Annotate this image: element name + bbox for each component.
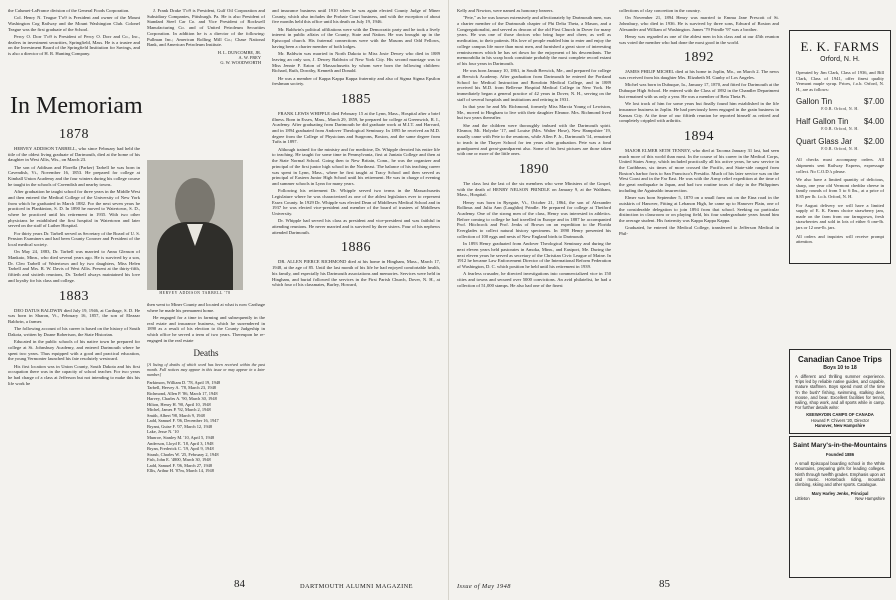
page-85 <box>448 0 896 600</box>
paragraph: In 1893 Henry graduated from Andover Theological Seminary and during the next eleven years held pastorates in Amoka, Minn., and Eastport, Me. During the next eleven years he served as secretary of the Christian Civic League of Maine. In 1912 he became Law Enforcement Director of the International Reform Federation of Washington, D. C. which position he held until his retirement in 1939. <box>457 241 611 269</box>
paragraph: His first location was in Union County, South Dakota and his first occupation there was in the capacity of school teacher. For two years he had charge of a class at Jefferson but not intending to make this his life work he <box>8 363 140 386</box>
portrait-photo <box>147 160 243 290</box>
paragraph: JAMES PHILIP MICHEL died at his home in Joplin, Mo., on March 2. The news was received from his daughter Mrs. Elizabeth M. Gunby of Los Angeles. <box>619 69 779 81</box>
paragraph: The son of Addison and Florella (Parker) Tarbell he was born in Cavendish, Vt., November 16, 1853. He prepared for college at Kimball Union Academy and the four winters during his college course he taught in the schools of Cavendish and nearby towns. <box>8 164 140 187</box>
deaths-note: [A listing of deaths of which word has been received within the past month. Full notices may appear in this issue or may appear in a later number.] <box>147 361 265 377</box>
section-title: In Memoriam <box>10 93 143 119</box>
signature: A. W. FREY <box>238 54 261 60</box>
product-fob: F.O.B. Orford, N. H. <box>821 127 859 132</box>
paragraph: DEO DATUS BALDWIN died July 19, 1946, at Carthage, S. D. He was born in Sharon, Vt., February 16, 1857, the son of Eleazar Baldwin, a farmer. <box>8 307 140 324</box>
paragraph: the Calumet-LaFrance division of the General Foods Corporation. <box>8 8 130 13</box>
paragraph: Kelly and Newton, were named as honorary bearers. <box>457 8 554 13</box>
list-item: Michel, James P. '92, March 2, 1948 <box>147 407 211 413</box>
class-year: 1886 <box>341 240 371 256</box>
st-marys-ad <box>789 436 891 578</box>
paragraph: collections of clay concretion in the country. <box>619 8 701 13</box>
class-year: 1894 <box>684 128 714 144</box>
ad-text: A different and thrilling summer experience. Trips led by reliable native guides, and capable, mature staffmen. Boys spend most of the time "in the bush" fishing, swimming, stalking deer, moose, and bear. Excellent facilities for tennis, sailing, shop work, and all sports while in camp. For further details write: <box>795 374 885 411</box>
product-price: $4.00 <box>863 117 884 127</box>
paragraph: The following account of his career is based on the history of South Dakota, written by Doane Robertson, the State Historian. <box>8 326 140 337</box>
paragraph: Col. Henry N. Teague T'o9 is President and owner of the Mount Washington Cog Railway and the Mount Washington Club. Colonel Teague was the first graduate of the School. <box>8 15 140 32</box>
ad-title: E. K. FARMS <box>800 39 880 54</box>
list-item: Anderson, Lloyd E. '18, April 3, 1948 <box>147 440 214 446</box>
ek-farms-ad <box>789 30 891 264</box>
paragraph: For thirty years Dr. Tarbell served as Secretary of the Board of U. S. Pension Examiners and had been County Coroner and President of the local medical society. <box>8 230 140 248</box>
product-price: $7.00 <box>863 97 884 107</box>
paragraph: Graduated, he entered the Medical College, transferred to Jefferson Medical in Phil- <box>619 225 779 236</box>
paragraph: On May 24, 1883, Dr. Tarbell was married to Anna Gleason of Mankato, Minn., who died several years ago. He is survived by a son, Dr. Cleo Tarbell of Watertown and by two daughters, Miss Helen Tarbell and Mrs. R. W. Davis of West Allis. Present at the thirty-fifth, fiftieth and sixtieth reunions, Dr. Tarbell always maintained his love and loyalty for his class and college. <box>8 249 140 283</box>
list-item: Richmond, Allen P. '86, March 17, 1948 <box>147 390 218 396</box>
deaths-list <box>147 380 265 474</box>
paragraph: Educated in the public schools of his native town he prepared for college at St. Johnsbury Academy, and entered Dartmouth where he spent two years. Thus equipped with a good and practical education, the young Vermonter launched his fate resolutely westward. <box>8 339 140 362</box>
camp-address: Hanover, New Hampshire <box>814 422 866 428</box>
column-left-top <box>8 8 140 58</box>
signature: H. L. DUNCOMBE, JR. <box>217 49 261 55</box>
page-number: 84 <box>234 578 245 590</box>
town: Littleton <box>795 496 810 502</box>
paragraph: The class lost the last of the six members who were Ministers of the Gospel, with the death of HENRY NELSON PRINDLE on January 9, at the Waltham, Mass., Hospital. <box>457 180 611 198</box>
column-mid-bottom <box>147 302 265 574</box>
product-name: Quart Glass Jar <box>796 137 853 147</box>
signature: G. W. WOODWORTH <box>220 60 261 66</box>
list-item: Hilton, Henry H. '90, April 10, 1948 <box>147 401 211 407</box>
paragraph: He was a member of Kappa Kappa Kappa fraternity and also of Sigma Sigma Epsilon freshman society. <box>272 75 440 87</box>
list-item: Fish, John E. '4800, March 30, 1948 <box>147 457 211 463</box>
product-half-gallon-tin <box>790 117 890 132</box>
state: New Hampshire <box>855 496 885 502</box>
list-item: Harvey, Charles A. '90, March 30, 1948 <box>147 396 217 402</box>
product-name: Gallon Tin <box>796 97 833 107</box>
class-year: 1890 <box>519 161 549 177</box>
ad-text: All orders and inquiries will receive prompt attention. <box>796 233 884 245</box>
camp-director: Howard P. Chivers '20, Director <box>811 417 869 423</box>
paragraph: A fearless crusader, he directed investigations into commercialized vice in 150 cities and towns and secured over 5000 convictions. An avid philatelist, he had a collection of 51,000 stamps. He also had one of the finest <box>457 271 611 288</box>
paragraph: After graduation he taught school for three years in the Middle West and then entered the Medical College of the University of New York from which he graduated in March 1882. For the next seven years he practiced in Plankinton, S. D. In 1890 he moved to Watertown, S. D., where he practiced until his retirement in 1935. With two other physicians he established the first hospital in Watertown and later served on the staff of Luther Hospital. <box>8 189 140 229</box>
paragraph: In that year he and Mr. Richmond, formerly Miss Marcia Young of Lewiston, Me., moved to Hingham to live with their daughter Eleanor. Mrs. Richmond lived but two years thereafter. <box>457 104 611 121</box>
list-item: Lake, Jesse N. '10 <box>147 429 179 435</box>
paragraph: Michel was born in Dubuque, Ia., January 17, 1870, and fitted for Dartmouth at the Dubuque High School. He entered with the Class of 1892 in the Chandler Department but remained with us only a year. He was a member of Beta Theta Pi. <box>619 82 779 99</box>
list-item: Smith, Albert '98, March 9, 1948 <box>147 412 205 418</box>
column-mid-top <box>147 8 265 66</box>
camp-name: KEEWAYDIN CAMPS OF CANADA <box>806 412 874 418</box>
product-price: $2.00 <box>863 137 884 147</box>
ad-text: All checks must accompany orders. All shipments sent Railway Express, expressage collect. No C.O.D.'s please. <box>796 157 884 174</box>
paragraph: Elmer was born September 5, 1870 on a small farm out on the Etna road in the outskirts of Hanover, Fitting at Lebanon High, he came up to Hanover Plain, one of the considerable delegation to join 1894 from that school. Seeking no particular distinction in classroom or on playing field, his four undergraduate years found him the average student. His fraternity was Kappa Kappa Kappa. <box>619 195 779 223</box>
photo-caption: HERVEY ADDISON TARBELL '78 <box>159 291 231 295</box>
product-name: Half Gallon Tin <box>796 117 849 127</box>
paragraph: He engaged for a time in farming and subsequently in the real estate and insurance business, which he surrendered in 1890 as a result of his election to the County Judgeship in which office he served a term of two years. Thereupon he re-engaged in the real estate <box>147 315 265 343</box>
paragraph: MAJOR ELMER SETH TENNEY, who died at Tacoma January 31 last, had seen much more of this world than most. In the course of his career in the Medical Corps, United States Army, which included practically all his active years, he saw service in the Caribbean, six times of more crossed the Pacific, and State-side ranged from Boston's harbor forts to San Francisco's Presidio. Much of his later service was on the West Coast and in the Far East. He was with the Army relief expedition at the time of the great earthquake in Japan, and had two routine tours of duty in the Philippines including the Aguinaldo insurrection. <box>619 147 779 193</box>
ad-title: Canadian Canoe Trips <box>797 355 883 364</box>
paragraph: Henry was regarded as one of the ablest men in his class and at our 45th reunion was voted the member who had done the most good in the world. <box>619 34 779 45</box>
paragraph: Mr. Baldwin's political affiliations were with the Democratic party and he took a lively interest in public affairs of the County, State and Nation. He was brought up in the Episcopal church. His fraternal connections were with the Masons and Odd Fellows, having been a charter member of both lodges. <box>272 26 440 49</box>
ad-text: For August delivery we will have a limited supply of E. K. Farms choice strawberry jam, made on the farm from our farmgrown, fresh strawberries and sold in lots of either 6 one-lb. jars or 12 one-lb. jars. <box>796 202 884 230</box>
canoe-trips-ad <box>789 349 891 434</box>
ad-title: Saint Mary's-in-the-Mountains <box>793 442 887 449</box>
list-item: Ladd, Samuel F. '06, December 16, 1947 <box>147 418 219 424</box>
ad-location: Orford, N. H. <box>820 56 860 63</box>
list-item: Munroe, Stanley M. '10, April 5, 1948 <box>147 434 215 440</box>
ad-text: A small Episcopal boarding school in the White Mountains, preparing girls for leading colleges. Ninth through twelfth grades. Emphasis upon art and music. Horseback riding, mountain climbing, skiing and other sports. Catalogue. <box>795 461 885 488</box>
class-year: 1883 <box>59 288 89 304</box>
column-left-memoriam <box>8 122 140 572</box>
paragraph: Henry was born in Ryegate, Vt., October 21, 1864, the son of Alexander Rollinus and Julia Ann (Laughlin) Prindle. He prepared for college at Thetford Academy. One of the strong men of the class, Henry was interested in athletics. Before coming to college he had travelled in Europe and in 1887 he accompanied Prof. Hitchcock and Prof. Jenks of Brown on an expedition to the Florida Everglades to collect natural history specimens. In 1890 Henry presented his collection of 100 eggs and nests of New England birds to Dartmouth. <box>457 199 611 239</box>
paragraph: We lost track of him for some years but finally found him established in the life insurance business in Joplin. He had previously been engaged in the grain business in Kansas City. At the time of our fiftieth reunion he reported himself as retired and completely crippled with arthritis. <box>619 101 779 124</box>
paragraph: then went to Miner County and located at what is now Carthage where he made his permanent home. <box>147 302 265 313</box>
product-gallon-tin <box>790 97 890 112</box>
founded-year: Founded 1886 <box>825 452 855 457</box>
paragraph: She and the children were thoroughly imbued with the Dartmouth spirit. Eleanor, Mt. Holyoke '17, and Louise (Mrs. Walter Hose), New Hampshire '19, usually came with Pete to the reunions, while Allen P. Jr., Dartmouth '14, remained to teach in the Thayer School for ten years after graduation. Pete was a fond grandparent and great-grandparent also. Some of his best pictures are those taken with one or more of the little ones. <box>457 122 611 157</box>
paragraph: FRANK LEWIS WHIPPLE died February 15 at the Lynn, Mass., Hospital after a brief illness. Born in Essex, Mass., March 29, 1859, he prepared for college at Greenwich, R. I., Academy. After graduating from Dartmouth he did graduate work at M.I.T. and Harvard, and in 1894 graduated from Andover Theological Seminary. In 1895 he received an M.D. degree from the College of Physicians and Surgeons, Boston, and the same degree from Tufts in 1897. <box>272 110 440 145</box>
paragraph: "Pete," as he was known extensively and affectionately by Dartmouth men, was a charter member of the Dartmouth chapter of Phi Delta Theta, a Mason, and a Congregationalist, and served as deacon of the old First Church in Dover for many years. He was one of those doctors who bring hope and cheer, as well as medication, to their patients. His love of people enabled him to enter and enjoy the college campus life more than most men, and furnished a great store of interesting reminiscences which he has set down for the enjoyment of his descendants. The memorabilia in his scrap book constitute probably the most complete record extant of his four years in Dartmouth. <box>457 15 611 66</box>
column-1 <box>457 8 611 574</box>
list-item: Straub, Charles W. '25, February 2, 1948 <box>147 451 219 457</box>
list-item: Ellis, Arthur H. '07m, March 14, 1948 <box>147 468 214 474</box>
list-item: Ladd, Samuel F. '06, March 27, 1948 <box>147 462 213 468</box>
paragraph: Although trained for the ministry and for medicine, Dr. Whipple devoted his entire life to teaching. He taught for some time in Pennsylvania, first at Juniata College and then at the State Normal School. Going then to New Britain, Conn., he was the organizer and principal of the first junior high school in the Northeast. The balance of his teaching career was spent in Lynn, Mass., where he first taught at Tracy School and then served as principal of Eastern Junior High School until his retirement. He was in charge of evening and summer schools in Lynn for many years. <box>272 146 440 186</box>
class-year: 1885 <box>341 91 371 107</box>
list-item: Tarbell, Hervey A. '78, March 23, 1948 <box>147 385 217 391</box>
paragraph: Mr. Baldwin was married in North Dakota to Miss Josie Dewey who died in 1889 leaving an only son, J. Dewey Baldwin of New York City. His second marriage was to Miss Jennie F. Eaton of Massachusetts by whom were born the following children: Richard, Ruth, Dorothy, Kenneth and Donald. <box>272 51 440 74</box>
paragraph: Dr. Whipple had served his class as president and vice-president and was faithful in attending reunions. He never married and is survived by three sisters. Four of his nephews attended Dartmouth. <box>272 218 440 235</box>
address-row <box>790 496 890 501</box>
ad-subtitle: Boys 10 to 18 <box>823 365 857 371</box>
issue-footer: Issue of May 1948 <box>457 583 511 590</box>
magazine-footer: DARTMOUTH ALUMNI MAGAZINE <box>300 583 413 590</box>
paragraph: He was born January 10, 1861, in South Berwick, Me., and prepared for college at Berwick Academy. After graduation from Dartmouth he entered the Portland School for Medical Instruction and Bowdoin Medical College, and in 1889 received his M.D. from Bellevue Hospital Medical College in New York. He immediately began a general practice of 42 years in Dover, N. H., serving on the staff of several hospitals and institutions and retiring in 1931. <box>457 68 611 102</box>
product-fob: F.O.B. Orford, N. H. <box>821 107 859 112</box>
paragraph: On November 21, 1894 Henry was married to Emma Jane Prescott of St. Johnsbury, who died in 1936. He is survived by three sons, Edward of Boston and Alexander and William of Washington. James '79 Prindle '97 was a brother. <box>619 15 779 32</box>
paragraph: DR. ALLEN PIERCE RICHMOND died at his home in Hingham, Mass., March 17, 1948, at the age of 85. Until the last month of his life he had enjoyed comfortable health, his family, and especially his Dartmouth associations and memories. Services were held in Hingham, and burial followed the services in the First Parish Church, Dover, N. H., at which four of his classmates, Burley, Howard, <box>272 259 440 288</box>
paragraph: and insurance business until 1910 when he was again elected County Judge of Miner County, which also includes the Probate Court business, and with the exception of about five months held this office until his death on July 19, 1946. <box>272 8 440 25</box>
principal: Mary Harley Jenks, Principal <box>811 491 869 497</box>
column-right <box>272 8 440 574</box>
list-item: Parkinson, William D. '78, April 19, 1948 <box>147 379 221 385</box>
product-quart-glass-jar <box>790 137 890 152</box>
list-item: Bryan, Frederick C. '19, April 9, 1948 <box>147 446 214 452</box>
paragraph: HERVEY ADDISON TARBELL, who since February had held the title of the oldest living graduate of Dartmouth, died at the home of his daughter in West Allis, Wis., on March 23. <box>8 146 140 163</box>
column-2 <box>619 8 779 574</box>
ad-text: Operated by Jim Clark, Class of 1936, and Bill Clark, Class of 1941, offer finest quality Vermont maple syrup. Prices, f.o.b. Orford, N. H., are as follows: <box>796 70 884 92</box>
class-year: 1892 <box>684 50 714 66</box>
deaths-heading: Deaths <box>193 347 219 358</box>
list-item: Bryant, Guise F. '07, March 12, 1948 <box>147 423 213 429</box>
class-year: 1878 <box>59 127 89 142</box>
paragraph: Following his retirement Dr. Whipple served two terms in the Massachusetts Legislature where he was characterized as one of the ablest legislators ever to represent Essex County. In 1929 Dr. Whipple was elected Dean of Middlesex Medical School and in 1937 he was elected vice-president and member of the board of trustees of Middlesex University. <box>272 188 440 217</box>
product-fob: F.O.B. Orford, N. H. <box>821 147 859 152</box>
ad-text: We also have a limited quantity of delicious, sharp, one year old Vermont cheddar cheese in family rounds of from 5 to 6 lbs., at a price of $.85 per lb. f.o.b. Orford, N. H. <box>796 177 884 199</box>
page-number: 85 <box>659 578 670 590</box>
paragraph: J. Frank Drake T'o9 is President, Gulf Oil Corporation and Subsidiary Companies, Pittsburgh. Pa. He is also President of Standard Steel Car Co. and Vice President of Rockwell Manufacturing Co. and of United Petroleum Securities Corporation. In addition he is a director of the following: Pullman Inc.; American Rolling Mill Co.; Chase National Bank, and American Petroleum Institute. <box>147 8 265 48</box>
paragraph: Percy O. Dorr T'o9 is President of Percy O. Dorr and Co., Inc., dealers in investment securities, Springfield, Mass. He is a trustee and on the Investment Board of the Springfield Institution for Savings, and is also a director of H. R. Hunting Company. <box>8 34 140 57</box>
